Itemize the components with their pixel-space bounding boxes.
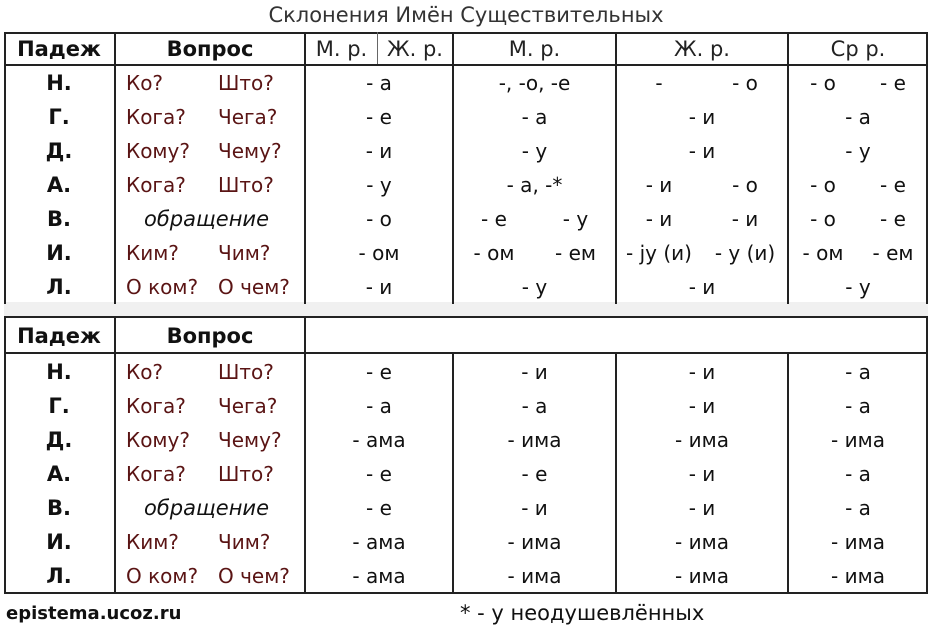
ending-cell: - ама [352,564,406,588]
ending-cell: - у [845,139,871,163]
header-srr: Ср р. [830,37,886,61]
ending-cell: - о [810,173,836,197]
ending-cell: - и [731,207,759,231]
ending-cell: - ем [555,241,596,265]
question-who: Кому? [126,139,190,163]
header-padezh-plural: Падеж [17,324,101,348]
question-who: Кому? [126,428,190,452]
ending-cell: - е [880,71,906,95]
question-what: Чега? [218,105,278,129]
question-who: Ко? [126,360,164,384]
ending-cell: - е [481,207,507,231]
question-what: О чем? [218,564,290,588]
ending-cell: - ем [872,241,914,265]
ending-cell: - е [880,173,906,197]
ending-cell: - има [507,530,562,554]
question-what: Што? [218,360,274,384]
ending-cell: - у [521,275,548,299]
question-what: Што? [218,462,274,486]
case-label: Л. [46,275,72,299]
footnote: * - у неодушевлённых [460,601,705,625]
header-mr-small: М. р. [315,37,368,61]
ending-cell: - у (и) [714,241,776,265]
ending-cell: - а [366,71,392,95]
site-link[interactable]: epistema.ucoz.ru [6,602,182,624]
question-who: О ком? [126,275,199,299]
ending-cell: - и [688,139,716,163]
ending-cell: - и [688,275,716,299]
ending-cell: - има [831,530,885,554]
ending-cell: - и [645,173,673,197]
ending-cell: - и [521,360,548,384]
header-zhr: Ж. р. [674,37,730,61]
case-label: В. [47,496,71,520]
ending-cell: - ама [352,428,406,452]
ending-cell: - има [507,564,562,588]
case-label: В. [47,207,71,231]
case-label: А. [46,173,72,197]
header-mr: М. р. [508,37,561,61]
ending-cell: - а [845,105,871,129]
ending-cell: - и [688,105,716,129]
ending-cell: - ју (и) [626,241,692,265]
ending-cell: - у [845,275,871,299]
ending-cell: - е [366,496,392,520]
ending-cell: - а [845,360,871,384]
ending-cell: - има [831,564,885,588]
header-padezh: Падеж [17,37,101,61]
question-what: Чему? [218,139,282,163]
question-who: Ко? [126,71,164,95]
ending-cell: - о [810,207,836,231]
question-what: Чему? [218,428,282,452]
ending-cell: - има [675,428,729,452]
ending-cell: - а, -* [506,173,563,197]
ending-cell: - и [365,139,393,163]
ending-cell: - а [521,394,548,418]
header-vopros: Вопрос [166,37,254,61]
case-label: Д. [45,428,73,452]
ending-cell: - о [810,71,836,95]
ending-cell: - е [521,462,548,486]
ending-cell: - и [521,496,548,520]
ending-cell: - има [831,428,885,452]
question-who: Кога? [126,394,186,418]
ending-cell: - ом [802,241,844,265]
header-vopros-plural: Вопрос [166,324,254,348]
ending-cell: - у [562,207,589,231]
case-label: И. [46,530,72,554]
question-what: Чим? [218,241,271,265]
question-who: Кога? [126,462,186,486]
ending-cell: - е [366,105,392,129]
ending-cell: - е [366,462,392,486]
ending-cell: -, -о, -е [498,71,571,95]
ending-cell: - а [521,105,548,129]
ending-cell: - а [845,394,871,418]
ending-cell: - е [366,360,392,384]
ending-cell: - о [732,71,758,95]
page-title: Склонения Имён Существительных [268,3,664,27]
question-what: О чем? [218,275,290,299]
case-label: Г. [48,394,70,418]
ending-cell: - и [688,462,716,486]
question-what: Што? [218,71,274,95]
case-label: Н. [46,71,72,95]
ending-cell: - ом [358,241,400,265]
question-what: Што? [218,173,274,197]
ending-cell: - и [688,360,716,384]
ending-cell: - ама [352,530,406,554]
header-zhr-small: Ж. р. [387,37,443,61]
ending-cell: - и [688,394,716,418]
ending-cell: - а [366,394,392,418]
question-who: Кога? [126,105,186,129]
question-who: Ким? [126,530,179,554]
ending-cell: - е [880,207,906,231]
ending-cell: - у [366,173,392,197]
question-what: Чим? [218,530,271,554]
ending-cell: - има [675,530,729,554]
question-address: обращение [144,207,269,231]
ending-cell: - а [845,496,871,520]
case-label: Л. [46,564,72,588]
ending-cell: - има [507,428,562,452]
question-address: обращение [144,496,269,520]
case-label: Н. [46,360,72,384]
ending-cell: - ом [473,241,515,265]
ending-cell: - у [521,139,548,163]
ending-cell: - има [675,564,729,588]
ending-cell: - о [366,207,392,231]
ending-cell: - и [688,496,716,520]
ending-cell: - а [845,462,871,486]
case-label: Д. [45,139,73,163]
question-who: Кога? [126,173,186,197]
ending-cell: - и [645,207,673,231]
case-label: А. [46,462,72,486]
case-label: И. [46,241,72,265]
case-label: Г. [48,105,70,129]
ending-cell: - о [732,173,758,197]
question-what: Чега? [218,394,278,418]
ending-cell: - [655,71,663,95]
ending-cell: - и [365,275,393,299]
question-who: О ком? [126,564,199,588]
question-who: Ким? [126,241,179,265]
